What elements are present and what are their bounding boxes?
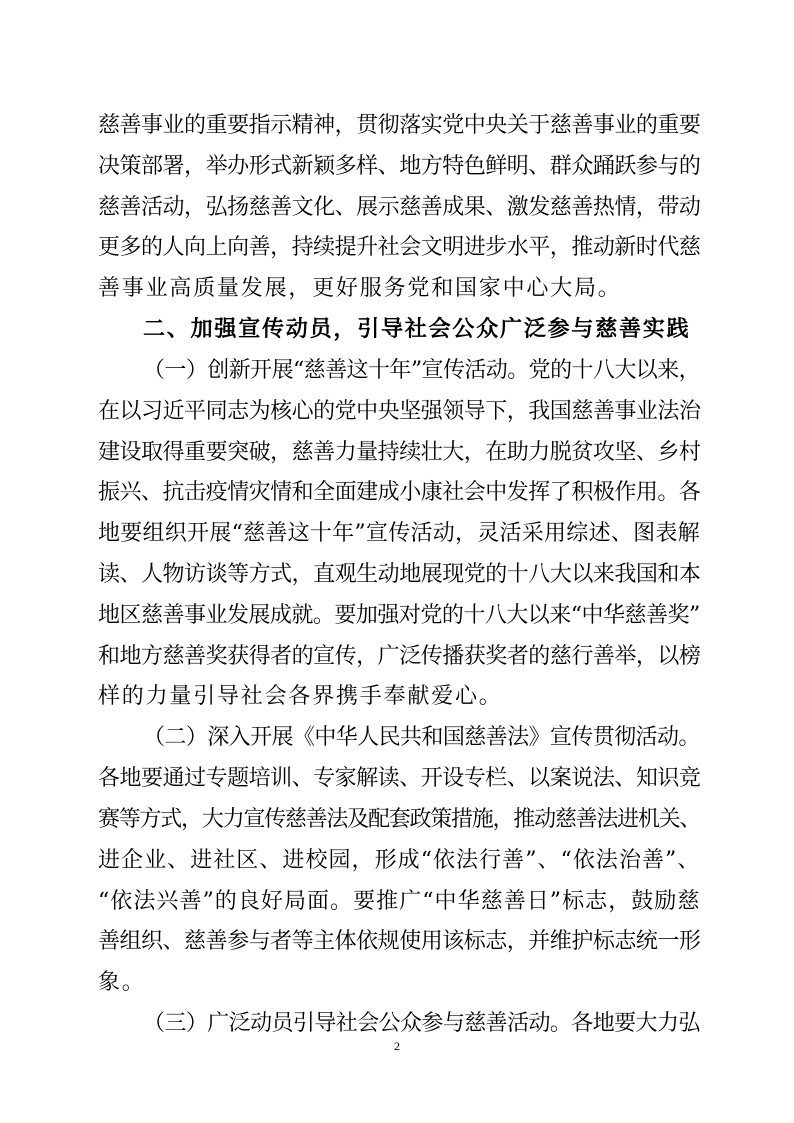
body-line: 振兴、抗击疫情灾情和全面建成小康社会中发挥了积极作用。各 (98, 480, 701, 505)
body-line: 象。 (98, 970, 146, 995)
body-line: 更多的人向上向善，持续提升社会文明进步水平，推动新时代慈 (98, 235, 701, 260)
page-number: 2 (394, 1039, 400, 1053)
body-line: 各地要通过专题培训、专家解读、开设专栏、以案说法、知识竞 (98, 766, 701, 791)
body-line: 在以习近平同志为核心的党中央坚强领导下，我国慈善事业法治 (98, 399, 701, 424)
body-line: 赛等方式，大力宣传慈善法及配套政策措施，推动慈善法进机关、 (98, 807, 701, 832)
body-line: 决策部署，举办形式新颖多样、地方特色鲜明、群众踊跃参与的 (98, 154, 701, 179)
body-line: 和地方慈善奖获得者的宣传，广泛传播获奖者的慈行善举，以榜 (98, 644, 701, 669)
body-line: 地要组织开展“慈善这十年”宣传活动，灵活采用综述、图表解 (98, 521, 700, 546)
body-line: 慈善事业的重要指示精神，贯彻落实党中央关于慈善事业的重要 (98, 113, 701, 138)
body-line: 地区慈善事业发展成就。要加强对党的十八大以来“中华慈善奖” (98, 603, 700, 628)
body-line: “依法兴善”的良好局面。要推广“中华慈善日”标志，鼓励慈 (98, 889, 701, 914)
paragraph-start-line: （一）创新开展“慈善这十年”宣传活动。党的十八大以来， (143, 358, 701, 383)
body-line: 建设取得重要突破，慈善力量持续壮大，在助力脱贫攻坚、乡村 (98, 440, 701, 465)
body-line: 善事业高质量发展，更好服务党和国家中心大局。 (98, 276, 622, 301)
body-line: 读、人物访谈等方式，直观生动地展现党的十八大以来我国和本 (98, 562, 701, 587)
paragraph-start-line: （三）广泛动员引导社会公众参与慈善活动。各地要大力弘 (143, 1011, 700, 1036)
body-line: 善组织、慈善参与者等主体依规使用该标志，并维护标志统一形 (98, 929, 701, 954)
paragraph-start-line: （二）深入开展《中华人民共和国慈善法》宣传贯彻活动。 (143, 725, 700, 750)
section-heading: 二、加强宣传动员，引导社会公众广泛参与慈善实践 (143, 317, 691, 342)
body-line: 慈善活动，弘扬慈善文化、展示慈善成果、激发慈善热情，带动 (98, 195, 701, 220)
body-line: 样的力量引导社会各界携手奉献爱心。 (98, 684, 503, 709)
body-line: 进企业、进社区、进校园，形成“依法行善”、“依法治善”、 (98, 848, 701, 873)
